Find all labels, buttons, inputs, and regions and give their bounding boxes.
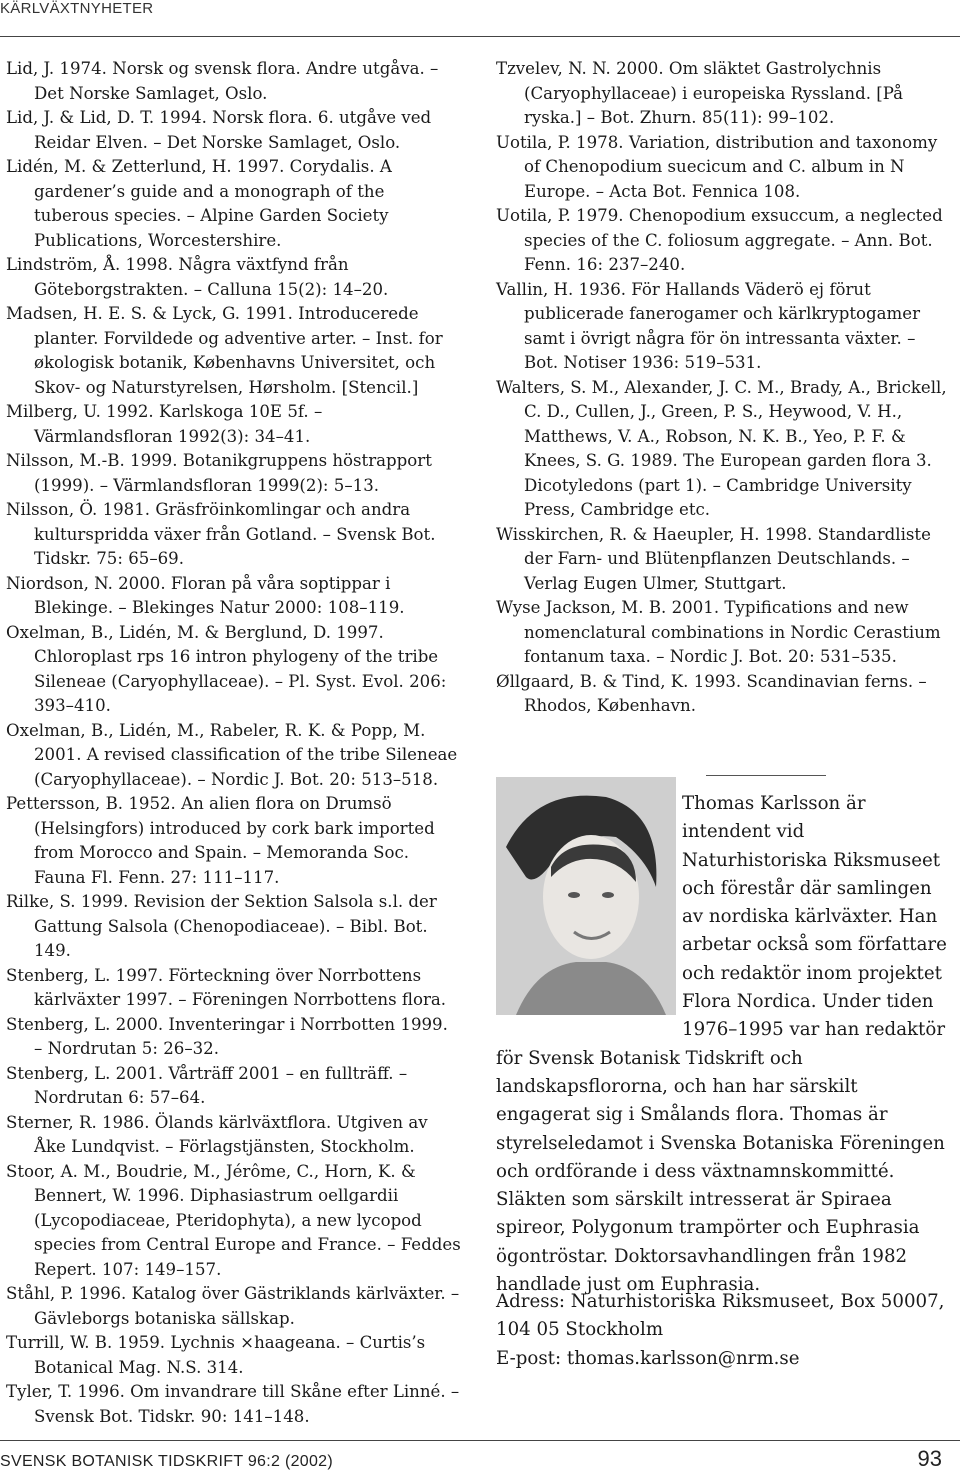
reference-entry: Niordson, N. 2000. Floran på våra soptippar i Blekinge. – Blekinges Natur 2000: 108–119. [6, 573, 405, 617]
page-number: 93 [917, 1446, 942, 1471]
reference-entry: Tyler, T. 1996. Om invandrare till Skåne efter Linné. – Svensk Bot. Tidskr. 90: 141–148. [6, 1382, 460, 1426]
reference-entry: Walters, S. M., Alexander, J. C. M., Brady, A., Brickell, C. D., Cullen, J., Green, P. S., Heywood, V. H., Matthews, V. A., Robson, N. K. B., Yeo, P. F. & Knees, S. G. 1989. The European garden flora 3. Dicotyledons (part 1). – Cambridge University Press, Cambridge etc. [496, 377, 947, 519]
header-divider [0, 36, 960, 37]
running-head: KÄRLVÄXTNYHETER [0, 0, 154, 17]
address-line: Adress: Naturhistoriska Riksmuseet, Box 50007, [496, 1291, 945, 1312]
reference-entry: Stoor, A. M., Boudrie, M., Jérôme, C., Horn, K. & Bennert, W. 1996. Diphasiastrum oellgardii (Lycopodiaceae, Pteridophyta), a new lycopod species from Central Europe and France. – Feddes Repert. 107: 149–157. [6, 1161, 461, 1279]
reference-entry: Stenberg, L. 2001. Vårträff 2001 – en fullträff. – Nordrutan 6: 57–64. [6, 1063, 408, 1107]
address-line: 104 05 Stockholm [496, 1319, 664, 1341]
footer-divider [0, 1440, 960, 1441]
reference-entry: Lindström, Å. 1998. Några växtfynd från Göteborgstrakten. – Calluna 15(2): 14–20. [6, 255, 389, 299]
reference-entry: Stenberg, L. 1997. Förteckning över Norrbottens kärlväxter 1997. – Föreningen Norrbottens flora. [6, 965, 447, 1009]
reference-entry: Oxelman, B., Lidén, M. & Berglund, D. 1997. Chloroplast rps 16 intron phylogeny of the tribe Sileneae (Caryophyllaceae). – Pl. Syst. Evol. 206: 393–410. [6, 622, 447, 715]
reference-entry: Wisskirchen, R. & Haeupler, H. 1998. Standardliste der Farn- und Blütenpflanzen Deutschlands. – Verlag Eugen Ulmer, Stuttgart. [496, 524, 931, 593]
reference-entry: Øllgaard, B. & Tind, K. 1993. Scandinavian ferns. – Rhodos, København. [496, 671, 927, 715]
reference-entry: Ståhl, P. 1996. Katalog över Gästriklands kärlväxter. – Gävleborgs botaniska sällskap. [6, 1284, 460, 1328]
reference-entry: Nilsson, M.-B. 1999. Botanikgruppens höstrapport (1999). – Värmlandsfloran 1999(2): 5–13. [6, 451, 432, 495]
reference-entry: Tzvelev, N. N. 2000. Om släktet Gastrolychnis (Caryophyllaceae) i europeiska Ryssland. [På ryska.] – Bot. Zhurn. 85(11): 99–102. [496, 59, 904, 127]
references-right-column [496, 57, 954, 719]
reference-entry: Sterner, R. 1986. Ölands kärlväxtflora. Utgiven av Åke Lundqvist. – Förlagstjänsten, Stockholm. [6, 1112, 428, 1156]
reference-entry: Lid, J. 1974. Norsk og svensk flora. Andre utgåva. – Det Norske Samlaget, Oslo. [6, 59, 439, 103]
author-bio [496, 790, 954, 1299]
reference-entry: Madsen, H. E. S. & Lyck, G. 1991. Introducerede planter. Forvildede og adventive arter. – Inst. for økologisk botanik, Københavns Universitet, och Skov- og Naturstyrelsen, Hørsholm. [Stencil.] [6, 304, 443, 397]
reference-entry: Wyse Jackson, M. B. 2001. Typifications and new nomenclatural combinations in Nordic Cerastium fontanum taxa. – Nordic J. Bot. 20: 531–535. [496, 598, 941, 666]
reference-entry: Oxelman, B., Lidén, M., Rabeler, R. K. & Popp, M. 2001. A revised classification of the tribe Sileneae (Caryophyllaceae). – Nordic J. Bot. 20: 513–518. [6, 720, 458, 789]
reference-entry: Stenberg, L. 2000. Inventeringar i Norrbotten 1999. – Nordrutan 5: 26–32. [6, 1014, 448, 1058]
author-contact [496, 1288, 954, 1373]
bio-divider [706, 775, 826, 776]
reference-entry: Nilsson, Ö. 1981. Gräsfröinkomlingar och andra kulturspridda växer från Gotland. – Svensk Bot. Tidskr. 75: 65–69. [6, 500, 436, 568]
reference-entry: Vallin, H. 1936. För Hallands Väderö ej förut publicerade fanerogamer och kärlkryptogamer samt i övrigt några för ön intressanta växter. – Bot. Notiser 1936: 519–531. [496, 279, 921, 372]
reference-entry: Pettersson, B. 1952. An alien flora on Drumsö (Helsingfors) introduced by cork bark imported from Morocco and Spain. – Memoranda Soc. Fauna Fl. Fenn. 27: 111–117. [6, 794, 435, 887]
bio-text: Thomas Karlsson är intendent vid Naturhistoriska Riksmuseet och förestår där samlingen av nordiska kärlväxter. Han arbetar också som författare och redaktör inom projektet Flora Nordica. Under tiden 1976–1995 var han redaktör för Svensk Botanisk Tidskrift och landskapsflororna, och han har särskilt engagerat sig i Smålands flora. Thomas är styrelseledamot i Svenska Botaniska Föreningen och ordförande i dess växtnamnskommitté. Släkten som särskilt intresserat är Spiraea spireor, Polygonum trampörter och Euphrasia ögontröstar. Doktorsavhandlingen från 1982 handlade just om Euphrasia. [496, 793, 947, 1296]
reference-entry: Uotila, P. 1979. Chenopodium exsuccum, a neglected species of the C. foliosum aggregate. – Ann. Bot. Fenn. 16: 237–240. [496, 206, 943, 274]
reference-entry: Turrill, W. B. 1959. Lychnis ×haageana. – Curtis’s Botanical Mag. N.S. 314. [6, 1333, 426, 1377]
references-left-column [6, 57, 461, 1429]
reference-entry: Rilke, S. 1999. Revision der Sektion Salsola s.l. der Gattung Salsola (Chenopodiaceae). – Bibl. Bot. 149. [6, 892, 437, 960]
reference-entry: Uotila, P. 1978. Variation, distribution and taxonomy of Chenopodium suecicum and C. album in N Europe. – Acta Bot. Fennica 108. [496, 132, 938, 201]
email-line: E-post: thomas.karlsson@nrm.se [496, 1347, 800, 1369]
reference-entry: Lid, J. & Lid, D. T. 1994. Norsk flora. 6. utgåve ved Reidar Elven. – Det Norske Samlaget, Oslo. [6, 108, 432, 152]
reference-entry: Lidén, M. & Zetterlund, H. 1997. Corydalis. A gardener’s guide and a monograph of the tuberous species. – Alpine Garden Society Publications, Worcestershire. [6, 157, 392, 250]
journal-citation: SVENSK BOTANISK TIDSKRIFT 96:2 (2002) [0, 1453, 333, 1470]
reference-entry: Milberg, U. 1992. Karlskoga 10E 5f. – Värmlandsfloran 1992(3): 34–41. [6, 402, 323, 446]
